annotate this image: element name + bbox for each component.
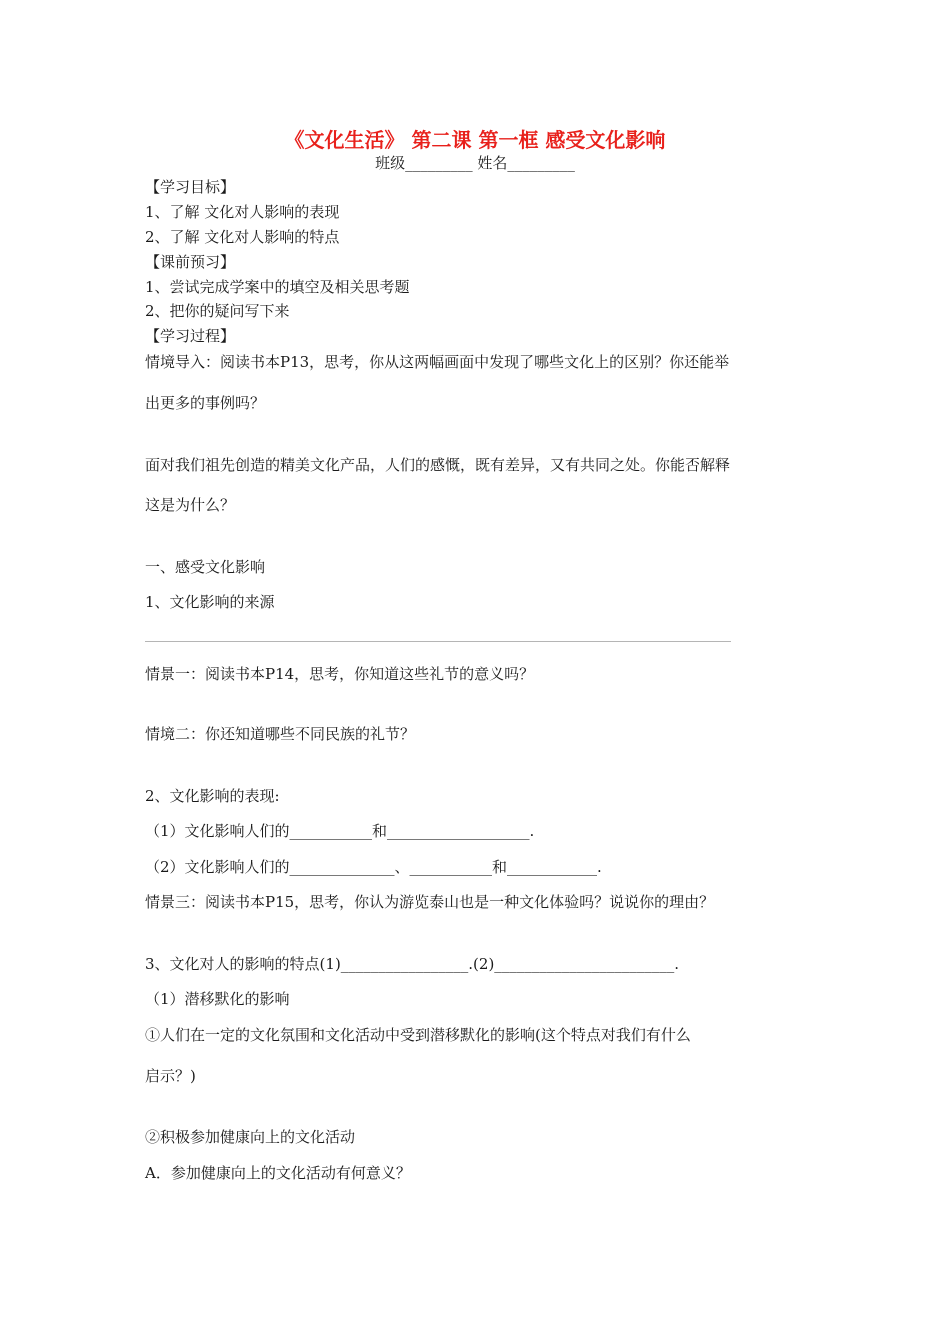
- fill-in-line: （2）文化影响人们的______________、___________和____________.: [145, 858, 602, 876]
- section-heading-objectives: 【学习目标】: [145, 178, 236, 196]
- page-title: 《文化生活》 第二课 第一框 感受文化影响: [284, 128, 666, 152]
- preview-item: 1、尝试完成学案中的填空及相关思考题: [145, 278, 410, 296]
- section-heading: 一、感受文化影响: [145, 558, 266, 576]
- objective-item: 1、了解 文化对人影响的表现: [145, 203, 340, 221]
- paragraph-line: 情境导入：阅读书本P13，思考，你从这两幅画面中发现了哪些文化上的区别？你还能举: [145, 353, 730, 371]
- subsection-heading: 1、文化影响的来源: [145, 593, 275, 611]
- subsection-heading: （1）潜移默化的影响: [145, 990, 290, 1008]
- paragraph-line: 面对我们祖先创造的精美文化产品，人们的感慨，既有差异，又有共同之处。你能否解释: [145, 456, 731, 474]
- paragraph-line: 情景三：阅读书本P15，思考，你认为游览泰山也是一种文化体验吗？说说你的理由？: [145, 893, 715, 911]
- paragraph-line: 出更多的事例吗？: [145, 394, 266, 412]
- preview-item: 2、把你的疑问写下来: [145, 302, 290, 320]
- paragraph-line: A．参加健康向上的文化活动有何意义？: [145, 1164, 411, 1182]
- subsection-heading: 2、文化影响的表现:: [145, 787, 280, 805]
- paragraph-line: 情景一：阅读书本P14，思考，你知道这些礼节的意义吗？: [145, 665, 535, 683]
- section-heading-process: 【学习过程】: [145, 327, 236, 345]
- class-name-line: 班级_________ 姓名_________: [375, 154, 575, 172]
- fill-in-line: 3、文化对人的影响的特点(1)_________________.(2)________________________.: [145, 955, 680, 973]
- answer-line: [145, 641, 731, 642]
- paragraph-line: ①人们在一定的文化氛围和文化活动中受到潜移默化的影响(这个特点对我们有什么: [145, 1026, 691, 1044]
- objective-item: 2、了解 文化对人影响的特点: [145, 228, 340, 246]
- paragraph-line: ②积极参加健康向上的文化活动: [145, 1128, 356, 1146]
- paragraph-line: 启示？): [145, 1067, 196, 1085]
- fill-in-line: （1）文化影响人们的___________和___________________.: [145, 822, 535, 840]
- section-heading-preview: 【课前预习】: [145, 253, 236, 271]
- paragraph-line: 情境二：你还知道哪些不同民族的礼节？: [145, 725, 416, 743]
- paragraph-line: 这是为什么？: [145, 496, 236, 514]
